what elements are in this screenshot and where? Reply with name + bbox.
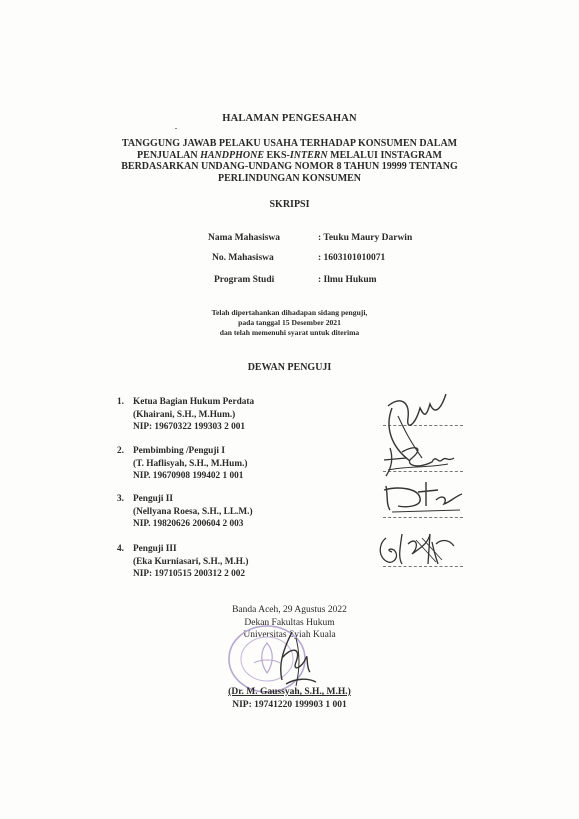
examiner-name: (T. Haflisyah, S.H., M.Hum.) (133, 458, 248, 469)
institution-name: Universitas Syiah Kuala (243, 630, 336, 640)
student-name-label: Nama Mahasiswa (208, 233, 281, 243)
thesis-title-text: MELALUI INSTAGRAM (327, 149, 442, 161)
place-date: Banda Aceh, 29 Agustus 2022 (232, 605, 347, 615)
dean-nip: NIP: 19741220 199903 1 001 (232, 699, 347, 710)
thesis-title-italic: INTERN (289, 149, 328, 161)
signature-line-3 (383, 517, 463, 518)
defense-line-1: Telah dipertahankan dihadapan sidang penguji, (211, 308, 368, 317)
student-name-value: : Teuku Maury Darwin (318, 233, 413, 243)
examiner-role: Ketua Bagian Hukum Perdata (133, 397, 255, 407)
defense-line-3: dan telah memenuhi syarat untuk diterima (219, 328, 360, 337)
study-program-value: : Ilmu Hukum (318, 275, 377, 285)
dean-block (0, 686, 579, 711)
defense-line-2: pada tanggal 15 Desember 2021 (238, 318, 341, 327)
dean-position: Dekan Fakultas Hukum (244, 617, 335, 628)
speck (175, 128, 177, 129)
examiner-role: Pembimbing /Penguji I (133, 446, 225, 456)
examiner-nip: NIP: 19670322 199303 2 001 (133, 422, 246, 432)
examiner-name: (Eka Kurniasari, S.H., M.H.) (133, 556, 249, 567)
thesis-title-line-2 (0, 150, 579, 162)
student-number-label: No. Mahasiswa (212, 253, 274, 263)
thesis-title-italic: HANDPHONE (200, 149, 265, 161)
defense-statement (0, 308, 579, 338)
study-program-label: Program Studi (214, 275, 275, 285)
page-title: HALAMAN PENGESAHAN (222, 113, 357, 124)
thesis-title-text: PENJUALAN (137, 149, 201, 161)
examiner-nip: NIP: 19710515 200312 2 002 (133, 569, 246, 579)
examiner-nip: NIP. 19820626 200604 2 003 (133, 519, 244, 529)
dean-name: (Dr. M. Gaussyah, S.H., M.H.) (228, 687, 351, 697)
examiner-number: 3. (117, 494, 124, 504)
examiner-role: Penguji III (133, 544, 177, 554)
examiner-nip: NIP. 19670908 199402 1 001 (133, 471, 244, 481)
examiner-number: 4. (117, 544, 124, 554)
signature-3 (378, 476, 468, 516)
thesis-title-text: EKS- (264, 149, 290, 161)
examiner-number: 2. (117, 446, 124, 456)
examiner-name: (Khairani, S.H., M.Hum.) (133, 409, 236, 420)
examiner-role: Penguji II (133, 494, 174, 504)
examiner-name: (Nellyana Roesa, S.H., LL.M.) (133, 506, 253, 517)
signature-2 (376, 440, 466, 480)
board-title: DEWAN PENGUJI (247, 362, 332, 373)
thesis-title-line-3: BERDASARKAN UNDANG-UNDANG NOMOR 8 TAHUN 19999 TENTANG (121, 161, 458, 172)
examiner-number: 1. (117, 397, 124, 407)
signature-4 (372, 524, 462, 572)
thesis-title-line-4: PERLINDUNGAN KONSUMEN (217, 172, 362, 184)
dean-signature (266, 628, 326, 690)
document-type: SKRIPSI (269, 199, 310, 210)
student-number-value: : 1603101010071 (318, 253, 386, 263)
thesis-title (0, 138, 579, 184)
thesis-title-line-1: TANGGUNG JAWAB PELAKU USAHA TERHADAP KONSUMEN DALAM (121, 138, 458, 149)
